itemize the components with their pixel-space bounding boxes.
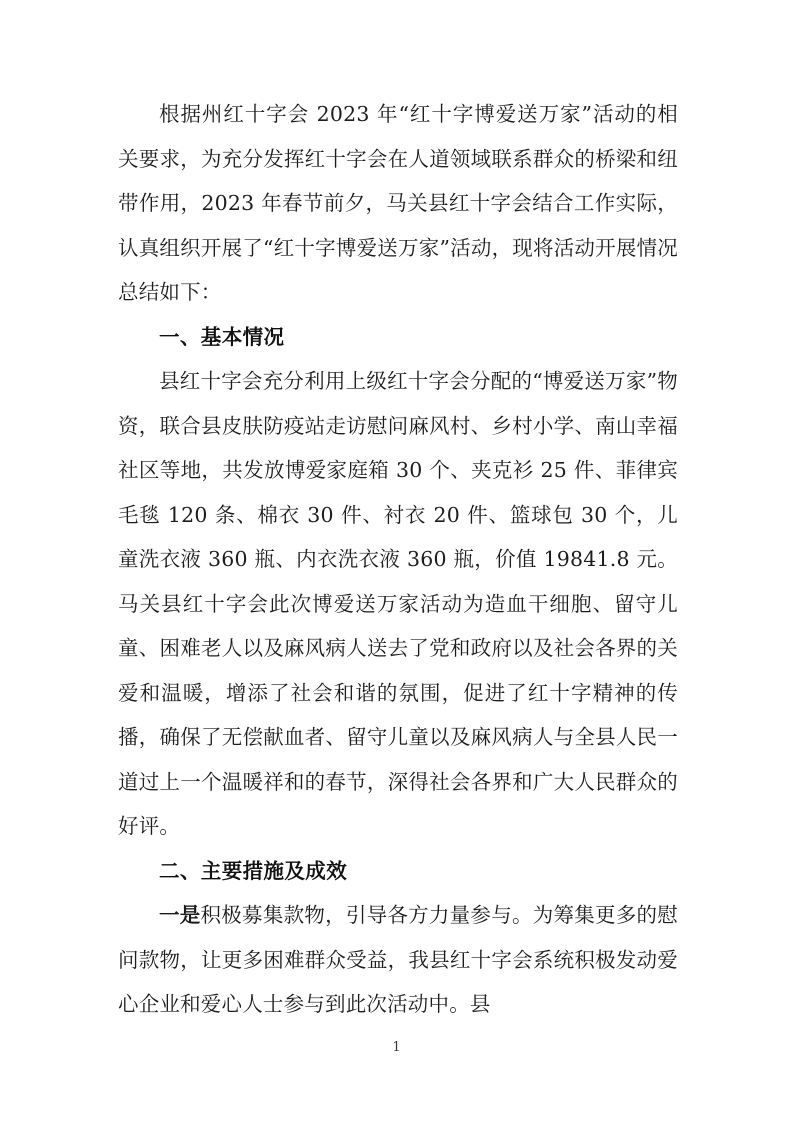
paragraph-emph-rest: 积极募集款物，引导各方力量参与。为筹集更多的慰问款物，让更多困难群众受益，我县红十字会系统积极发动爱心企业和爱心人士参与到此次活动中。县 <box>118 903 678 1016</box>
paragraph-emph-lead: 一是 <box>159 903 201 927</box>
paragraph-section-one-body: 县红十字会充分利用上级红十字会分配的“博爱送万家”物资，联合县皮肤防疫站走访慰问麻风村、乡村小学、南山幸福社区等地，共发放博爱家庭箱 30 个、夹克衫 25 件、菲律宾毛毯 120 条、棉衣 30 件、衬衣 20 件、篮球包 30 个，儿童洗衣液 360 瓶、内衣洗衣液 360 瓶，价值 19841.8 元。马关县红十字会此次博爱送万家活动为造血干细胞、留守儿童、困难老人以及麻风病人送去了党和政府以及社会各界的关爱和温暖，增添了社会和谐的氛围，促进了红十字精神的传播，确保了无偿献血者、留守儿童以及麻风病人与全县人民一道过上一个温暖祥和的春节，深得社会各界和广大人民群众的好评。 <box>118 369 678 838</box>
paragraph-intro: 根据州红十字会 2023 年“红十字博爱送万家”活动的相关要求，为充分发挥红十字会在人道领域联系群众的桥梁和纽带作用，2023 年春节前夕，马关县红十字会结合工作实际，认真组织开展了“红十字博爱送万家”活动，现将活动开展情况总结如下： <box>118 102 678 304</box>
heading-section-one: 一、基本情况 <box>159 324 285 349</box>
document-body <box>118 92 678 1027</box>
page-number: 1 <box>392 1040 401 1055</box>
heading-section-two: 二、主要措施及成效 <box>159 858 348 883</box>
paragraph-section-two-body <box>118 893 678 1027</box>
